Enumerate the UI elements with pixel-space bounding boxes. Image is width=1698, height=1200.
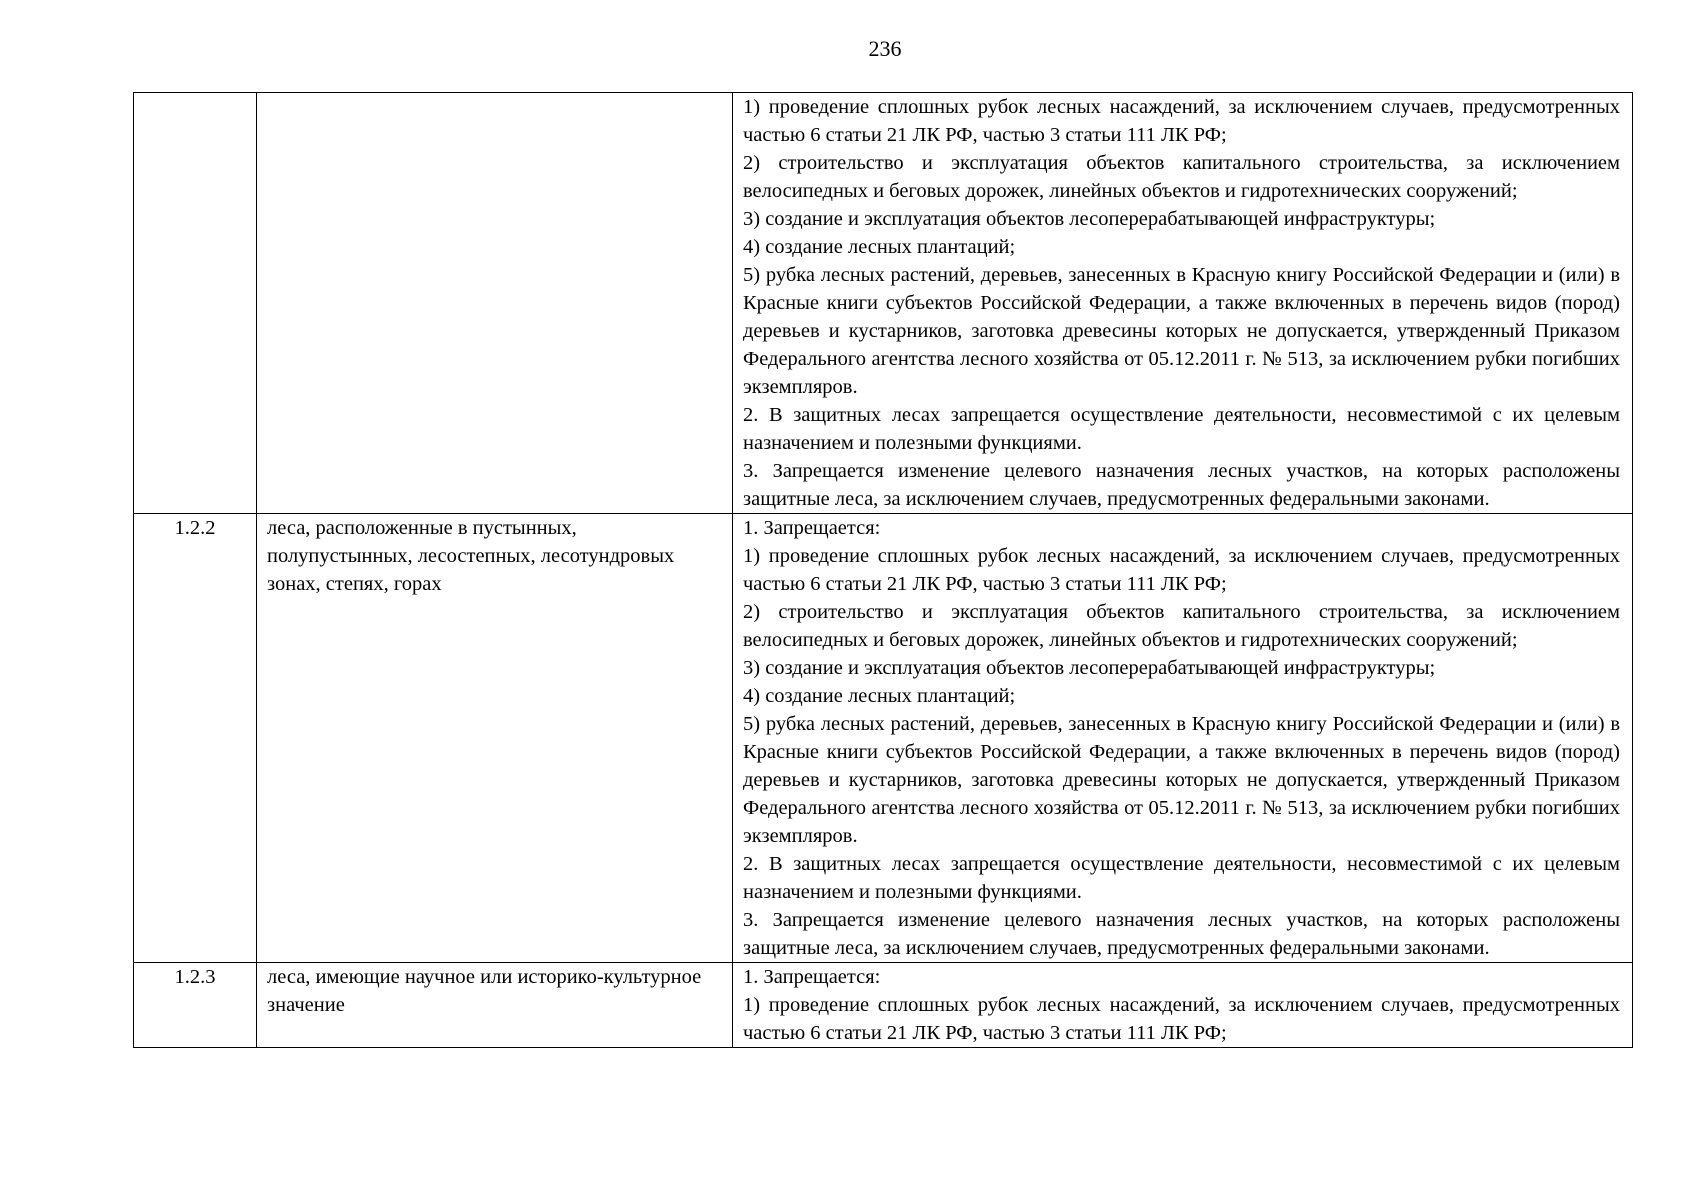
- table-row: [134, 514, 1633, 963]
- table-row: [134, 93, 1633, 514]
- forest-category-cell: [257, 93, 733, 514]
- restriction-item: 3) создание и эксплуатация объектов лесоперерабатывающей инфраструктуры;: [743, 657, 1436, 679]
- restriction-item: 5) рубка лесных растений, деревьев, занесенных в Красную книгу Российской Федерации и (или) в Красные книги субъектов Российской Федерации, а также включенных в перечень видов (пород) деревьев и кустарников, заготовка древесины которых не допускается, утвержденный Приказом Федерального агентства лесного хозяйства от 05.12.2011 г. № 513, за исключением рубки погибших экземпляров.: [743, 264, 1620, 398]
- restriction-item: 4) создание лесных плантаций;: [743, 685, 1016, 707]
- row-number-cell: [134, 514, 257, 963]
- forest-category-cell: [257, 963, 733, 1048]
- restrictions-cell: [733, 514, 1633, 963]
- restrictions-list: [743, 963, 1620, 1047]
- forest-category-name: леса, имеющие научное или историко-культурное значение: [267, 966, 702, 1016]
- page-number: 236: [868, 36, 902, 61]
- restrictions-list: [743, 93, 1620, 513]
- restriction-item: 3. Запрещается изменение целевого назначения лесных участков, на которых расположены защитные леса, за исключением случаев, предусмотренных федеральными законами.: [743, 909, 1620, 959]
- restriction-item: 2. В защитных лесах запрещается осуществление деятельности, несовместимой с их целевым назначением и полезными функциями.: [743, 404, 1620, 454]
- restriction-item: 1. Запрещается:: [743, 517, 881, 539]
- restriction-item: 5) рубка лесных растений, деревьев, занесенных в Красную книгу Российской Федерации и (или) в Красные книги субъектов Российской Федерации, а также включенных в перечень видов (пород) деревьев и кустарников, заготовка древесины которых не допускается, утвержденный Приказом Федерального агентства лесного хозяйства от 05.12.2011 г. № 513, за исключением рубки погибших экземпляров.: [743, 713, 1620, 847]
- forest-category-cell: [257, 514, 733, 963]
- restrictions-table: [133, 92, 1633, 1048]
- restriction-item: 1) проведение сплошных рубок лесных насаждений, за исключением случаев, предусмотренных частью 6 статьи 21 ЛК РФ, частью 3 статьи 111 ЛК РФ;: [743, 994, 1620, 1044]
- restriction-item: 2. В защитных лесах запрещается осуществление деятельности, несовместимой с их целевым назначением и полезными функциями.: [743, 853, 1620, 903]
- restriction-item: 2) строительство и эксплуатация объектов капитального строительства, за исключением велосипедных и беговых дорожек, линейных объектов и гидротехнических сооружений;: [743, 601, 1620, 651]
- restriction-item: 1) проведение сплошных рубок лесных насаждений, за исключением случаев, предусмотренных частью 6 статьи 21 ЛК РФ, частью 3 статьи 111 ЛК РФ;: [743, 96, 1620, 146]
- restriction-item: 1) проведение сплошных рубок лесных насаждений, за исключением случаев, предусмотренных частью 6 статьи 21 ЛК РФ, частью 3 статьи 111 ЛК РФ;: [743, 545, 1620, 595]
- restrictions-cell: [733, 93, 1633, 514]
- restriction-item: 3) создание и эксплуатация объектов лесоперерабатывающей инфраструктуры;: [743, 208, 1436, 230]
- row-number-cell: [134, 963, 257, 1048]
- row-number-cell: [134, 93, 257, 514]
- restrictions-cell: [733, 963, 1633, 1048]
- row-number: 1.2.2: [174, 517, 216, 539]
- forest-category-name: леса, расположенные в пустынных, полупустынных, лесостепных, лесотундровых зонах, степях, горах: [267, 517, 675, 595]
- restriction-item: 4) создание лесных плантаций;: [743, 236, 1016, 258]
- restriction-item: 2) строительство и эксплуатация объектов капитального строительства, за исключением велосипедных и беговых дорожек, линейных объектов и гидротехнических сооружений;: [743, 152, 1620, 202]
- restrictions-list: [743, 514, 1620, 962]
- restriction-item: 1. Запрещается:: [743, 966, 881, 988]
- table-row: [134, 963, 1633, 1048]
- row-number: 1.2.3: [174, 966, 216, 988]
- restriction-item: 3. Запрещается изменение целевого назначения лесных участков, на которых расположены защитные леса, за исключением случаев, предусмотренных федеральными законами.: [743, 460, 1620, 510]
